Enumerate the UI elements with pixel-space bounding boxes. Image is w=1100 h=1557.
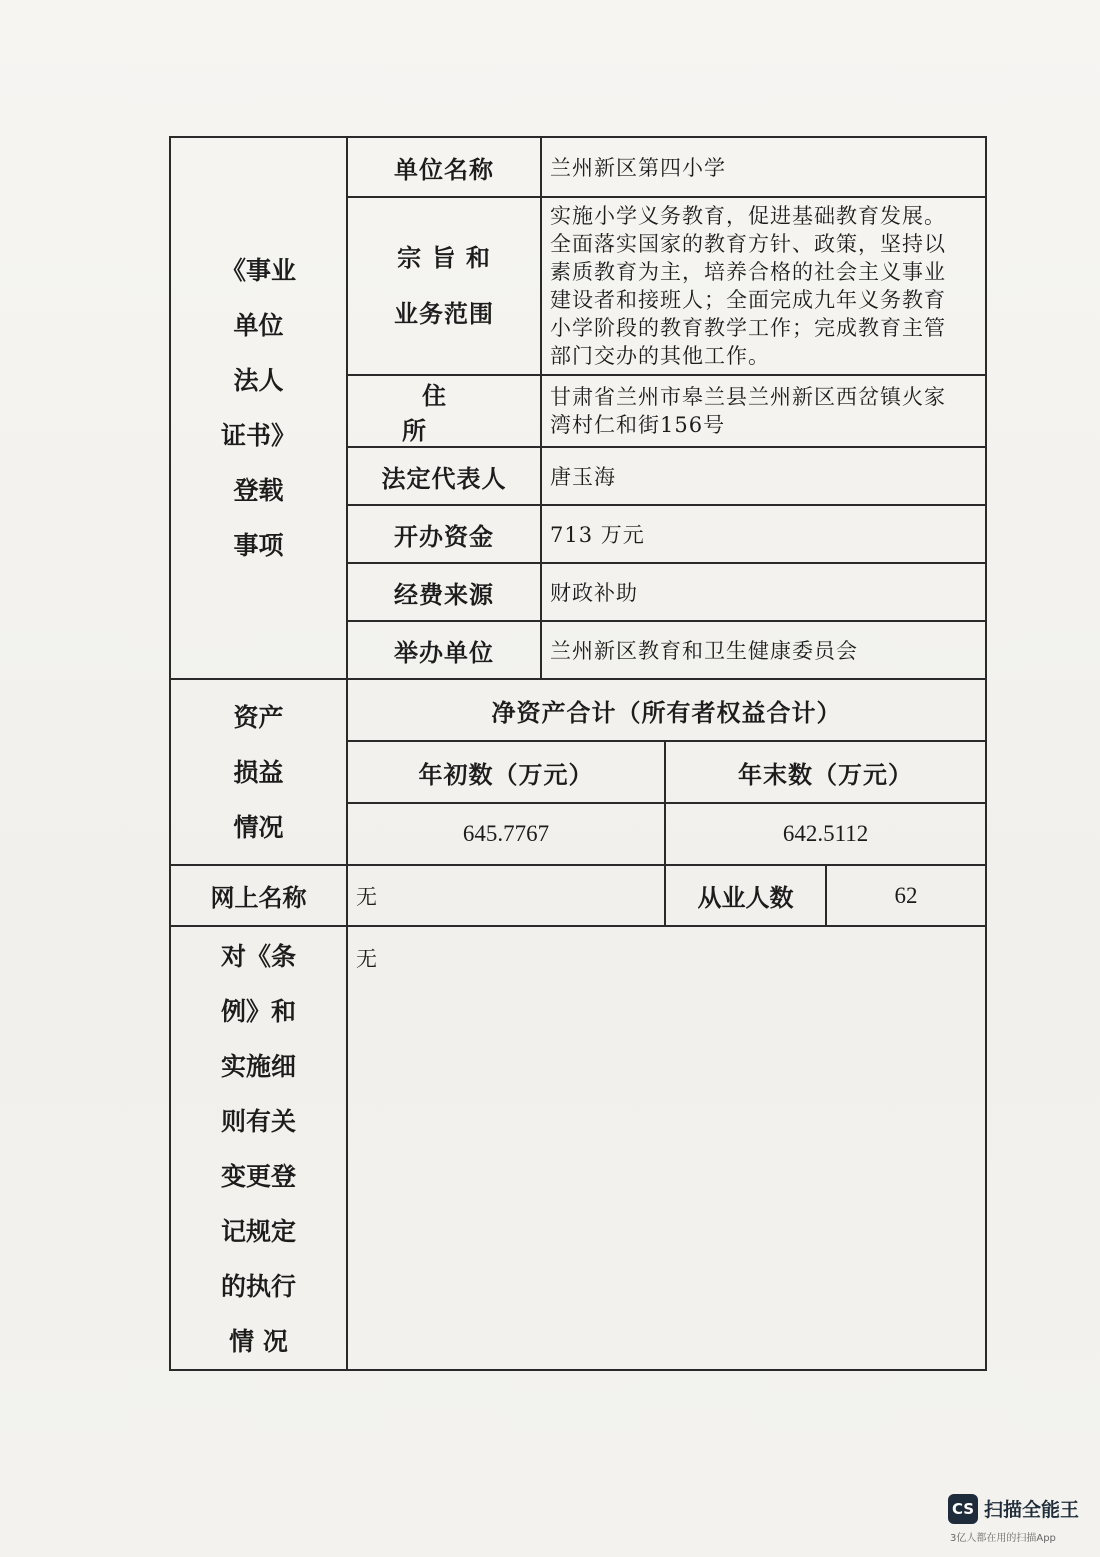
begin-year-value: 645.7767 — [347, 803, 665, 865]
end-year-value: 642.5112 — [665, 803, 986, 865]
section2-title: 资产 损益 情况 — [170, 679, 347, 865]
employees-value: 62 — [826, 865, 986, 926]
unit-name-label: 单位名称 — [347, 137, 541, 197]
section4-value: 无 — [347, 926, 986, 1370]
net-assets-header: 净资产合计（所有者权益合计） — [347, 679, 986, 741]
sponsor-unit-label: 举办单位 — [347, 621, 541, 679]
online-name-value: 无 — [347, 865, 665, 926]
purpose-scope-value: 实施小学义务教育，促进基础教育发展。 全面落实国家的教育方针、政策，坚持以 素质教育为主，培养合格的社会主义事业 建设者和接班人；全面完成九年义务教育 小学阶段的教育教学工作；完成教育主管 部门交办的其他工作。 — [541, 197, 986, 375]
section4-title: 对《条 例》和 实施细 则有关 变更登 记规定 的执行 情 况 — [170, 926, 347, 1370]
sponsor-unit-value: 兰州新区教育和卫生健康委员会 — [541, 621, 986, 679]
registration-form-table — [169, 136, 987, 1371]
purpose-scope-label: 宗 旨 和 业务范围 — [347, 197, 541, 375]
address-label: 住 所 — [347, 375, 541, 447]
address-value: 甘肃省兰州市皋兰县兰州新区西岔镇火家 湾村仁和街156号 — [541, 375, 986, 447]
unit-name-value: 兰州新区第四小学 — [541, 137, 986, 197]
watermark-subtitle: 3亿人都在用的扫描App — [950, 1533, 1056, 1544]
watermark-title: 扫描全能王 — [984, 1499, 1080, 1521]
legal-representative-label: 法定代表人 — [347, 447, 541, 505]
startup-funds-label: 开办资金 — [347, 505, 541, 563]
end-year-label: 年末数（万元） — [665, 741, 986, 803]
scanner-watermark — [948, 1494, 1088, 1544]
employees-label: 从业人数 — [665, 865, 826, 926]
funding-source-value: 财政补助 — [541, 563, 986, 621]
legal-representative-value: 唐玉海 — [541, 447, 986, 505]
funding-source-label: 经费来源 — [347, 563, 541, 621]
startup-funds-value: 713 万元 — [541, 505, 986, 563]
camscanner-logo-icon: CS — [948, 1494, 978, 1524]
online-name-label: 网上名称 — [170, 865, 347, 926]
begin-year-label: 年初数（万元） — [347, 741, 665, 803]
section1-title: 《事业 单位 法人 证书》 登载 事项 — [170, 137, 347, 679]
